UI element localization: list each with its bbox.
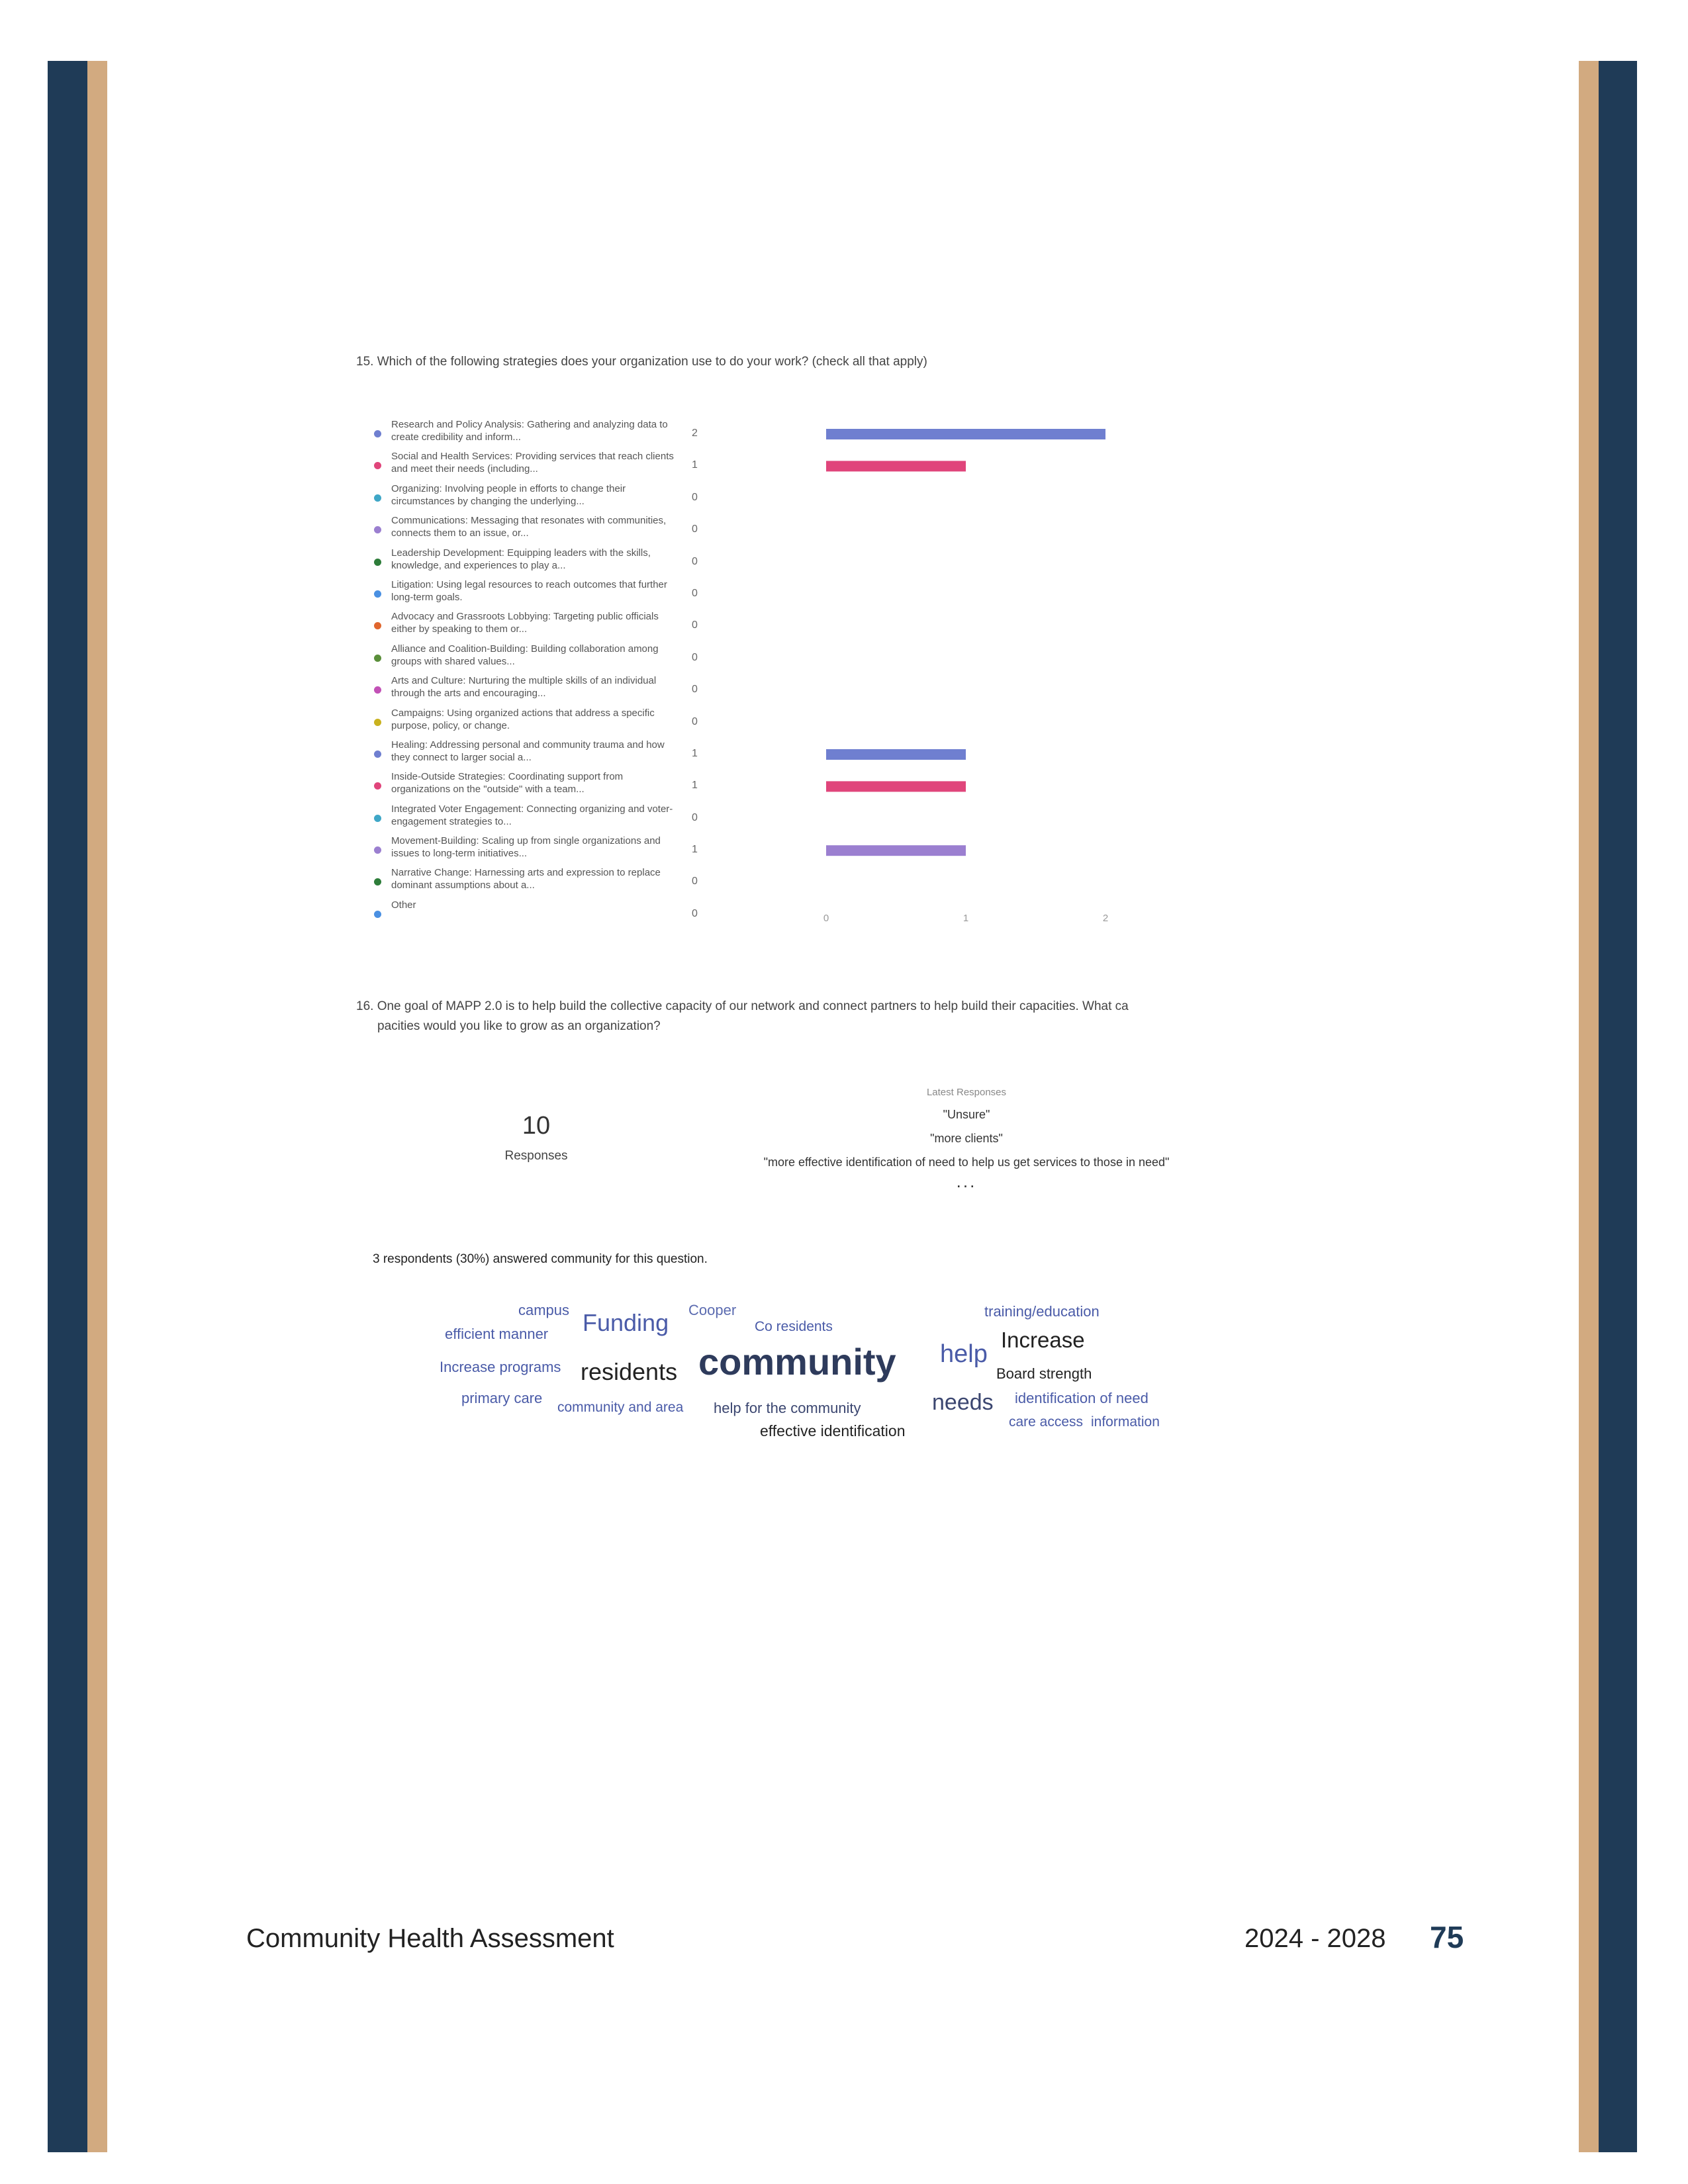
legend-label: Leadership Development: Equipping leaders with the skills, knowledge, and experiences to play a...	[391, 547, 651, 571]
legend-label: Healing: Addressing personal and community trauma and how they connect to larger social a...	[391, 739, 665, 763]
right-tan-stripe	[1579, 61, 1599, 2152]
word-cloud-term: Board strength	[996, 1365, 1092, 1382]
legend-count: 1	[692, 844, 698, 856]
legend-dot-icon	[374, 911, 381, 918]
legend-row	[367, 547, 718, 578]
word-cloud-term: identification of need	[1015, 1390, 1149, 1406]
legend-label: Integrated Voter Engagement: Connecting organizing and voter-engagement strategies to...	[391, 803, 673, 827]
legend-label: Communications: Messaging that resonates with communities, connects them to an issue, or...	[391, 515, 667, 539]
word-cloud-term: help	[940, 1340, 988, 1368]
legend-row	[367, 643, 718, 674]
legend-count: 0	[692, 684, 698, 696]
word-cloud-term: campus	[518, 1302, 570, 1318]
footer-years: 2024 - 2028	[1244, 1924, 1386, 1953]
legend-row	[367, 674, 718, 706]
word-cloud-term: Cooper	[688, 1302, 737, 1318]
legend-row	[367, 707, 718, 739]
legend-label: Social and Health Services: Providing services that reach clients and meet their needs (including...	[391, 451, 674, 475]
legend-dot-icon	[374, 846, 381, 854]
legend-row	[367, 770, 718, 802]
legend-label: Other	[391, 899, 416, 911]
legend-count: 0	[692, 523, 698, 535]
legend-dot-icon	[374, 622, 381, 629]
legend-dot-icon	[374, 526, 381, 533]
x-tick-label: 0	[823, 913, 829, 924]
word-cloud-term: effective identification	[760, 1422, 906, 1439]
legend-row	[367, 835, 718, 866]
word-cloud-term: Co residents	[755, 1319, 833, 1334]
chart-bar	[826, 781, 966, 792]
legend-row	[367, 450, 718, 482]
chart-bar	[826, 749, 966, 760]
question-15-bar-chart	[794, 418, 1165, 934]
legend-dot-icon	[374, 782, 381, 790]
footer-title: Community Health Assessment	[246, 1924, 614, 1953]
question-16-title-line1: 16. One goal of MAPP 2.0 is to help build the collective capacity of our network and connect partners to help build their capacities. What ca	[356, 999, 1129, 1013]
legend-count: 1	[692, 459, 698, 471]
legend-row	[367, 739, 718, 770]
latest-responses-panel	[702, 1083, 1231, 1189]
legend-label: Organizing: Involving people in efforts to change their circumstances by changing the underlying...	[391, 482, 626, 507]
legend-count: 2	[692, 428, 698, 439]
legend-label: Research and Policy Analysis: Gathering and analyzing data to create credibility and inform...	[391, 419, 668, 443]
legend-count: 0	[692, 715, 698, 727]
legend-count: 0	[692, 651, 698, 663]
legend-dot-icon	[374, 559, 381, 566]
word-cloud-term: efficient manner	[445, 1326, 549, 1342]
left-tan-stripe	[87, 61, 107, 2152]
legend-row	[367, 514, 718, 546]
chart-bar	[826, 845, 966, 856]
legend-row	[367, 899, 718, 931]
legend-count: 0	[692, 876, 698, 887]
legend-count: 1	[692, 747, 698, 759]
legend-dot-icon	[374, 751, 381, 758]
chart-bar	[826, 429, 1105, 439]
latest-response-item: "more clients"	[930, 1132, 1003, 1145]
question-15-title: 15. Which of the following strategies does your organization use to do your work? (check all that apply)	[356, 355, 927, 369]
word-cloud-term: help for the community	[714, 1400, 861, 1416]
responses-label: Responses	[504, 1149, 568, 1163]
legend-count: 1	[692, 780, 698, 792]
legend-dot-icon	[374, 686, 381, 694]
question-16-title-line2: pacities would you like to grow as an organization?	[377, 1019, 661, 1033]
community-summary: 3 respondents (30%) answered community for this question.	[373, 1252, 708, 1266]
legend-label: Narrative Change: Harnessing arts and expression to replace dominant assumptions about a...	[391, 867, 661, 891]
word-cloud-term: Increase	[1001, 1328, 1085, 1352]
legend-count: 0	[692, 491, 698, 503]
legend-count: 0	[692, 587, 698, 599]
legend-label: Arts and Culture: Nurturing the multiple skills of an individual through the arts and encouraging...	[391, 675, 657, 700]
legend-row	[367, 803, 718, 835]
right-navy-stripe	[1599, 61, 1637, 2152]
word-cloud-term: Increase programs	[440, 1359, 561, 1375]
word-cloud-term: information	[1091, 1414, 1160, 1430]
x-tick-label: 1	[962, 913, 969, 924]
legend-dot-icon	[374, 719, 381, 726]
word-cloud-term: care access	[1009, 1414, 1084, 1430]
legend-row	[367, 418, 718, 450]
legend-row	[367, 482, 718, 514]
word-cloud-term: community	[698, 1341, 896, 1383]
legend-dot-icon	[374, 590, 381, 598]
legend-row	[367, 578, 718, 610]
word-cloud-term: primary care	[461, 1390, 543, 1406]
latest-response-item: "more effective identification of need to help us get services to those in need"	[763, 1156, 1170, 1169]
legend-label: Inside-Outside Strategies: Coordinating support from organizations on the "outside" with a team...	[391, 771, 624, 796]
legend-label: Movement-Building: Scaling up from single organizations and issues to long-term initiatives...	[391, 835, 661, 860]
legend-row	[367, 610, 718, 642]
legend-label: Campaigns: Using organized actions that address a specific purpose, policy, or change.	[391, 707, 655, 731]
legend-label: Advocacy and Grassroots Lobbying: Targeting public officials either by speaking to them or...	[391, 611, 659, 635]
word-cloud-term: Funding	[583, 1309, 669, 1336]
legend-row	[367, 866, 718, 898]
question-16-title	[356, 997, 1283, 1036]
legend-dot-icon	[374, 494, 381, 502]
legend-count: 0	[692, 555, 698, 567]
legend-dot-icon	[374, 430, 381, 437]
word-cloud-term: needs	[932, 1390, 994, 1415]
word-cloud-term: community and area	[557, 1400, 684, 1415]
legend-dot-icon	[374, 878, 381, 886]
legend-label: Litigation: Using legal resources to reach outcomes that further long-term goals.	[391, 578, 667, 603]
chart-bar	[826, 461, 966, 471]
word-cloud-term: training/education	[984, 1303, 1100, 1320]
legend-label: Alliance and Coalition-Building: Building collaboration among groups with shared values...	[391, 643, 659, 667]
legend-dot-icon	[374, 462, 381, 469]
page-number: 75	[1430, 1920, 1464, 1954]
legend-dot-icon	[374, 815, 381, 822]
legend-count: 0	[692, 619, 698, 631]
legend-count: 0	[692, 907, 698, 919]
latest-response-item: "Unsure"	[943, 1108, 990, 1121]
x-tick-label: 2	[1102, 913, 1109, 924]
legend-dot-icon	[374, 655, 381, 662]
latest-responses-title: Latest Responses	[926, 1087, 1007, 1098]
more-responses-link[interactable]: ...	[956, 1171, 977, 1191]
responses-count: 10	[522, 1112, 551, 1140]
legend-count: 0	[692, 811, 698, 823]
word-cloud-term: residents	[581, 1358, 678, 1385]
left-navy-stripe	[48, 61, 87, 2152]
question-15-legend	[367, 418, 718, 931]
